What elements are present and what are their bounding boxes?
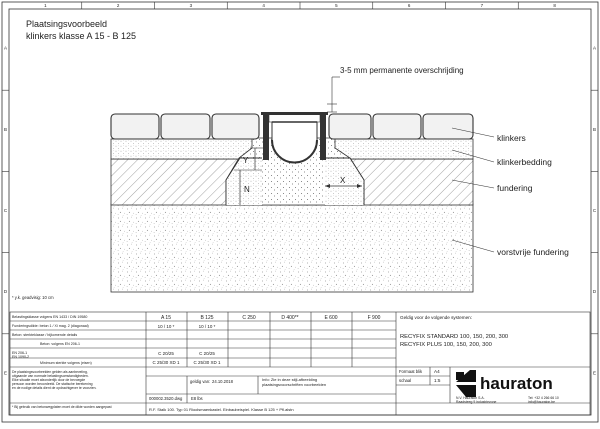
footnote-line-3: Elke situatie moet afzonderlijk door de bevoegde xyxy=(12,378,86,382)
scale-value: 1:5 xyxy=(434,378,441,383)
border-mark-left: B xyxy=(3,126,8,132)
contact-line-1: Tel: +32 4 266 66 10 xyxy=(528,396,559,400)
footnote-line-2: uitgaande van normale belastingsomstandigheden. xyxy=(12,374,89,378)
border-mark-left: A xyxy=(3,45,8,51)
note-min-thickness: * y.k. geadvisig: 10 cm xyxy=(12,295,54,300)
footnote-line-4: persoon worden beoordeeld. De statische berekening xyxy=(12,382,93,386)
border-mark-left: D xyxy=(3,289,8,295)
format-value: A4 xyxy=(434,369,440,374)
valid-label: geldig van: xyxy=(190,379,211,384)
company-line-1: N.V. Hauraton S.A. xyxy=(456,396,485,400)
border-mark-top: 5 xyxy=(335,3,338,9)
row-label-thickness: Funderingsdikte: beton 1 / Xi mag. 2 (diagonaal) xyxy=(12,324,89,328)
brand-name: hauraton xyxy=(480,374,553,393)
hauraton-logo-icon xyxy=(456,370,476,397)
format-label: Formaat blik xyxy=(399,369,423,374)
thickness-b125: 10 / 10 * xyxy=(198,324,216,329)
border-mark-top: 2 xyxy=(116,3,120,9)
border-mark-top: 7 xyxy=(480,3,484,9)
sheet-number: E8 lbs xyxy=(191,396,203,401)
title-block xyxy=(10,312,590,415)
concrete-a15: C 20/25 xyxy=(158,351,174,356)
border-mark-right: C xyxy=(592,208,597,213)
border-marks-top xyxy=(44,2,556,9)
paver-brick xyxy=(373,114,421,139)
row-label-strength: Beton: sterkteklasse / bijkomende details xyxy=(12,333,78,337)
border-mark-right: D xyxy=(592,289,597,295)
paver-brick xyxy=(161,114,210,139)
dim-x-label: X xyxy=(340,176,346,185)
class-a15: A 15 xyxy=(160,315,172,321)
callout-klinkers: klinkers xyxy=(497,133,526,143)
border-mark-right: B xyxy=(592,126,597,132)
system-standard: RECYFIX STANDARD 100, 150, 200, 300 xyxy=(400,334,509,340)
border-mark-top: 4 xyxy=(262,3,265,9)
class-f900: F 900 xyxy=(367,315,381,321)
description: R.F. Stalk 100. Typ 01 Rioolsmaenkastel. Einbaubeispiel. Klasse B 125 + Pfl.alstn xyxy=(149,407,294,412)
callout-fundering: fundering xyxy=(497,183,533,193)
dim-y-label: Y xyxy=(243,156,249,165)
info-line-2: plaatsingsvoorschriften voorbeelden xyxy=(262,382,327,387)
title-line-1: Plaatsingsvoorbeeld xyxy=(26,19,108,29)
border-mark-top: 3 xyxy=(189,3,193,9)
dimension-note: 3-5 mm permanente overschrijding xyxy=(340,66,464,75)
callout-vorstvrije-fundering: vorstvrije fundering xyxy=(497,247,569,257)
paver-brick xyxy=(423,114,473,139)
minstrength-a15: C 25/30 XD 1 xyxy=(152,360,180,365)
row-label-class: Belastingsklasse volgens EN 1433 / DIN 19580 xyxy=(12,315,88,319)
class-e600: E 600 xyxy=(324,315,338,321)
border-mark-left: C xyxy=(3,208,8,213)
applies-label: Geldig voor de volgende systemen: xyxy=(400,315,473,320)
footnote-line-5: en de nodige details dient de opdrachtgever te voorzien. xyxy=(12,386,97,390)
border-mark-top: 8 xyxy=(553,3,556,9)
dim-n-label: N xyxy=(244,185,250,194)
row-label-min-strength: Minimum sterkte volgens (eisen) xyxy=(40,361,92,365)
valid-date: 24.10.2018 xyxy=(212,379,233,384)
row-label-concrete: Beton: volgens EN 206-1 xyxy=(40,342,80,346)
border-mark-top: 6 xyxy=(407,3,411,9)
footnote-line-1: De plaatsingsvoorbeelden gelden als aanbeveling, xyxy=(12,370,88,374)
border-mark-left: E xyxy=(3,370,8,376)
thickness-a15: 10 / 10 * xyxy=(157,324,175,329)
border-mark-right: E xyxy=(592,370,597,376)
paver-brick xyxy=(329,114,371,139)
minstrength-b125: C 25/30 XD 1 xyxy=(193,360,221,365)
drawing-number: 000002.3520.dwg xyxy=(149,396,183,401)
contact-line-2: info@hauraton.be xyxy=(528,400,556,404)
footnote-star: * Bij gebruik van betonwegplaten moet de dikte worden aangepast xyxy=(12,405,112,409)
title-line-2: klinkers klasse A 15 - B 125 xyxy=(26,31,137,41)
class-c250: C 250 xyxy=(242,315,256,321)
class-b125: B 125 xyxy=(200,315,214,321)
scale-label: schaal xyxy=(399,378,412,383)
class-d400: D 400** xyxy=(281,315,299,321)
system-plus: RECYFIX PLUS 100, 150, 200, 300 xyxy=(400,342,492,348)
concrete-b125: C 20/25 xyxy=(199,351,215,356)
paver-brick xyxy=(212,114,259,139)
company-line-2: Raadsteeg 9 industriezone xyxy=(456,400,497,404)
border-mark-top: 1 xyxy=(44,3,47,9)
row-label-extra-1: EN 206-1 xyxy=(12,351,28,355)
border-mark-right: A xyxy=(592,45,597,51)
callout-klinkerbedding: klinkerbedding xyxy=(497,157,552,167)
paver-brick xyxy=(111,114,159,139)
row-label-extra-2: EN 1090-2 xyxy=(12,355,30,359)
info-line-1: Info: Zie in deze stijl-afbeelding xyxy=(262,377,318,382)
layer-frost-free-foundation xyxy=(111,204,473,292)
